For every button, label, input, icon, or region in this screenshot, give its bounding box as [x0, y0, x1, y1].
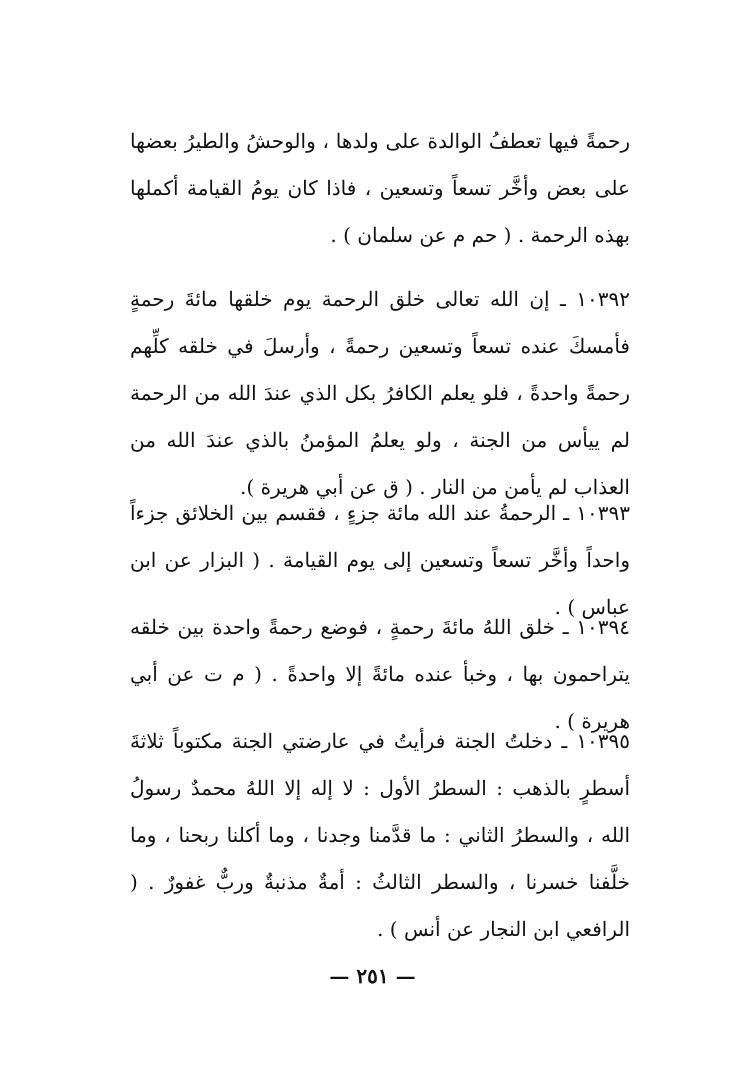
hadith-number: ١٠٣٩٣	[576, 501, 630, 525]
number-dash: ـ	[549, 287, 566, 311]
paragraph-text: الرحمةُ عند الله مائة جزءٍ ، فقسم بين الخلائق جزءاً واحداً وأخَّر تسعاً وتسعين إلى يوم القيامة . ( البزار عن ابن عباس ) .	[130, 501, 630, 619]
paragraph-text: إن الله تعالى خلق الرحمة يوم خلقها مائةَ رحمةٍ فأمسكَ عنده تسعاً وتسعين رحمةً ، وأرسلَ في خلقه كلِّهم رحمةً واحدةً ، فلو يعلم الكافرُ بكل الذي عندَ الله من الرحمة لم ييأس من الجنة ، ولو يعلمُ المؤمنُ بالذي عندَ الله من العذاب لم يأمن من النار . ( ق عن أبي هريرة ).	[130, 287, 630, 499]
number-dash: ـ	[552, 729, 568, 753]
number-dash: ـ	[556, 501, 570, 525]
paragraph-text: دخلتُ الجنة فرأيتُ في عارضتي الجنة مكتوباً ثلاثةَ أسطرٍ بالذهب : السطرُ الأول : لا إله إلا اللهُ محمدٌ رسولُ الله ، والسطرُ الثاني : ما قدَّمنا وجدنا ، وما أكلنا ربحنا ، وما خلَّفنا خسرنا ، والسطر الثالثُ : أمةٌ مذنبةٌ وربٌّ غفورٌ . ( الرافعي ابن النجار عن أنس ) .	[130, 729, 630, 941]
hadith-number: ١٠٣٩٤	[576, 615, 631, 639]
paragraph-continuation	[130, 118, 630, 259]
hadith-10392	[130, 276, 630, 511]
page-number: — ٢٥١ —	[329, 964, 416, 988]
hadith-10395	[130, 718, 630, 953]
hadith-number: ١٠٣٩٥	[576, 729, 631, 753]
paragraph-text: خلق اللهُ مائةَ رحمةٍ ، فوضع رحمةً واحدة بين خلقه يتراحمون بها ، وخبأ عنده مائةً إلا واحدةً . ( م ت عن أبي هريرة ) .	[130, 615, 630, 733]
number-dash: ـ	[555, 615, 569, 639]
paragraph-text: رحمةً فيها تعطفُ الوالدة على ولدها ، والوحشُ والطيرُ بعضها على بعض وأخَّر تسعاً وتسعين ، فاذا كان يومُ القيامة أكملها بهذه الرحمة . ( حم م عن سلمان ) .	[130, 129, 630, 247]
hadith-number: ١٠٣٩٢	[576, 287, 631, 311]
